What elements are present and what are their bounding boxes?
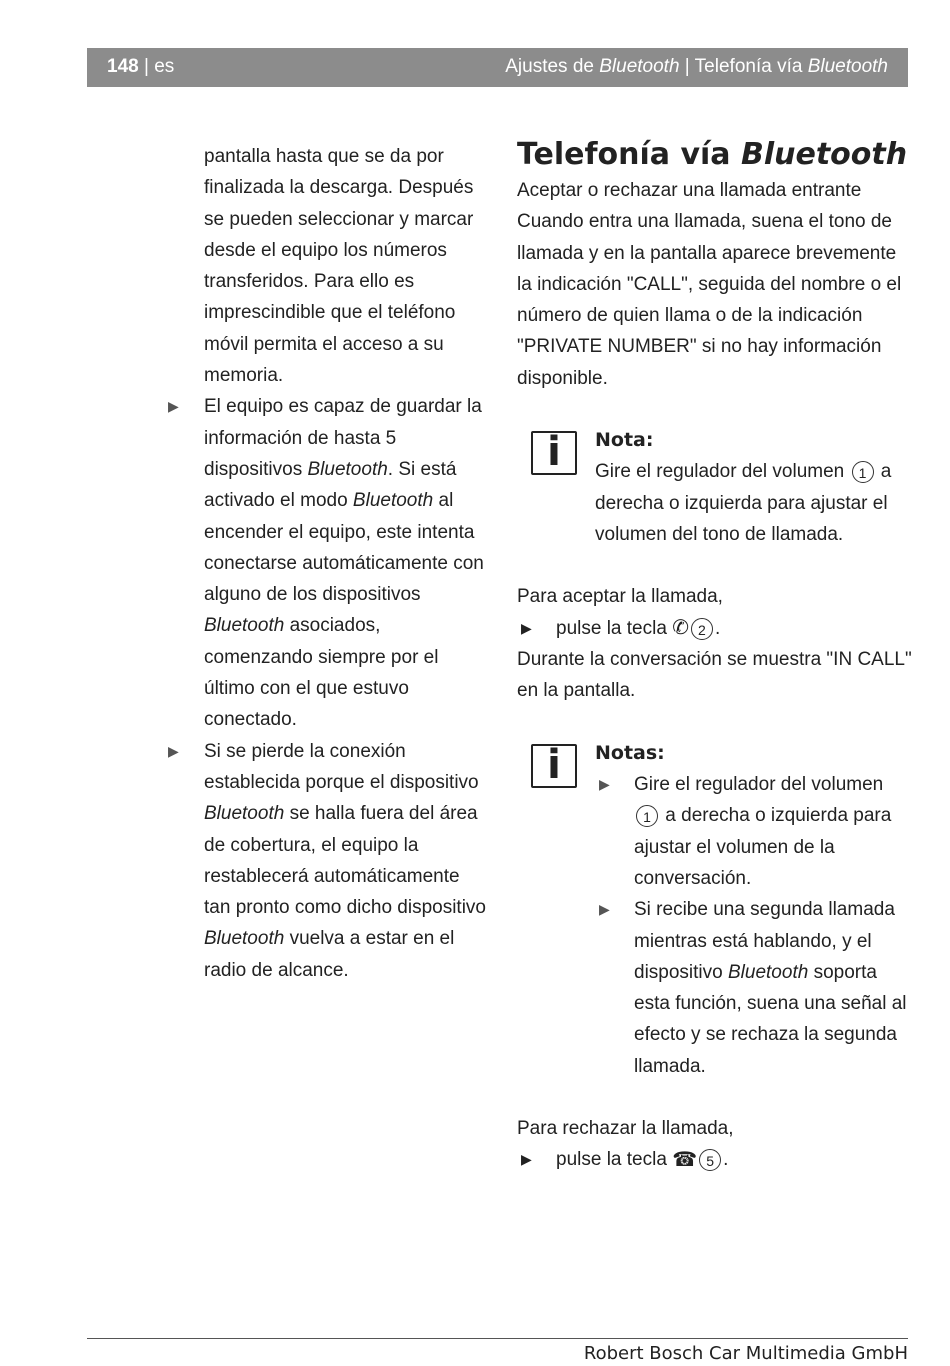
bullet-text-italic: Bluetooth [204, 928, 285, 950]
notes-text-italic: Bluetooth [728, 961, 809, 983]
bullet-text-italic: Bluetooth [204, 803, 285, 825]
reject-intro: Para rechazar la llamada, [517, 1118, 734, 1140]
phone-pickup-icon: ✆ [672, 616, 689, 639]
bullet-triangle-icon: ▶ [599, 901, 610, 918]
bullet-item [168, 736, 489, 986]
header-page-info [107, 56, 174, 78]
footer-publisher: Robert Bosch Car Multimedia GmbH [583, 1343, 908, 1364]
header-text: Ajustes de [505, 56, 600, 77]
bullet-text: . Si está activado el modo [204, 458, 457, 512]
accept-key-number: 2 [691, 618, 713, 640]
reject-key-number: 5 [699, 1149, 721, 1171]
notes-bullet [595, 769, 912, 894]
footer-divider [87, 1338, 908, 1339]
continued-paragraph: pantalla hasta que se da por finalizada la descarga. Después se pueden seleccionar y marcar desde el equipo los números transferidos. Para ello es imprescindible que el teléfono móvil permita el acceso a su memoria. [204, 146, 474, 387]
section-heading [517, 137, 912, 173]
notes-text: Si recibe una segunda llamada mientras está hablando, y el dispositivo [634, 899, 895, 983]
note-box [517, 425, 912, 550]
page-header [87, 48, 908, 87]
bullet-text: se halla fuera del área de cobertura, el equipo la restablecerá automáticamente tan pronto como dicho dispositivo [204, 803, 486, 919]
bullet-item [168, 391, 489, 735]
notes-box [517, 738, 912, 1082]
heading-text-italic: Bluetooth [740, 137, 908, 172]
volume-knob-number: 1 [636, 805, 658, 827]
note-title: Nota: [595, 429, 654, 452]
header-section-title [505, 56, 888, 78]
notes-text: Gire el regulador del volumen [634, 774, 884, 796]
info-icon: i [531, 431, 577, 475]
header-language: | es [143, 56, 175, 77]
step-text: pulse la tecla [556, 617, 673, 639]
bullet-text: vuelva a estar en el radio de alcance. [204, 928, 455, 981]
step-text: pulse la tecla [556, 1149, 673, 1171]
header-text-italic: Bluetooth [599, 56, 680, 77]
bullet-triangle-icon: ▶ [168, 398, 179, 415]
reject-step: ▶ pulse la tecla ☎ 5 . [517, 1144, 912, 1176]
bullet-text-italic: Bluetooth [352, 490, 434, 512]
bullet-text-italic: Bluetooth [307, 458, 388, 480]
notes-text: soporta esta función, suena una señal al efecto y se rechaza la segunda llamada. [634, 961, 907, 1077]
during-call-text: Durante la conversación se muestra "IN CALL" en la pantalla. [517, 649, 912, 702]
bullet-text-italic: Bluetooth [204, 615, 285, 637]
right-column [517, 137, 912, 1176]
note-text-part: Gire el regulador del volumen [595, 461, 850, 483]
notes-bullet [595, 894, 912, 1082]
notes-text: a derecha o izquierda para ajustar el volumen de la conversación. [634, 805, 892, 889]
bullet-text: El equipo es capaz de guardar la información de hasta 5 dispositivos [204, 396, 482, 480]
note-text-part: a derecha o izquierda para ajustar el volumen del tono de llamada. [595, 461, 892, 545]
left-column [168, 141, 489, 986]
bullet-triangle-icon: ▶ [521, 619, 532, 636]
volume-knob-number: 1 [852, 461, 874, 483]
bullet-triangle-icon: ▶ [168, 742, 179, 759]
bullet-text: al encender el equipo, este intenta conectarse automáticamente con alguno de los dispositivos [204, 490, 484, 606]
header-text-italic: Bluetooth [807, 56, 888, 77]
bullet-triangle-icon: ▶ [599, 776, 610, 793]
intro-paragraph: Aceptar o rechazar una llamada entrante Cuando entra una llamada, suena el tono de llamada y en la pantalla aparece brevemente la indicación "CALL", seguida del nombre o el número de quien llama o de la indicación "PRIVATE NUMBER" si no hay información disponible. [517, 180, 902, 389]
bullet-triangle-icon: ▶ [521, 1151, 532, 1168]
note-text [595, 456, 912, 550]
accept-step: ▶ pulse la tecla ✆ 2 . [517, 613, 912, 645]
bullet-text: Si se pierde la conexión establecida porque el dispositivo [204, 740, 479, 793]
phone-hangup-icon: ☎ [672, 1148, 698, 1171]
header-text: | Telefonía vía [679, 56, 808, 77]
page-number: 148 [107, 56, 139, 77]
info-icon: i [531, 744, 577, 788]
bullet-text: asociados, comenzando siempre por el último con el que estuvo conectado. [204, 615, 439, 731]
notes-title: Notas: [595, 741, 665, 764]
accept-intro: Para aceptar la llamada, [517, 586, 723, 608]
heading-text: Telefonía vía [517, 137, 741, 172]
